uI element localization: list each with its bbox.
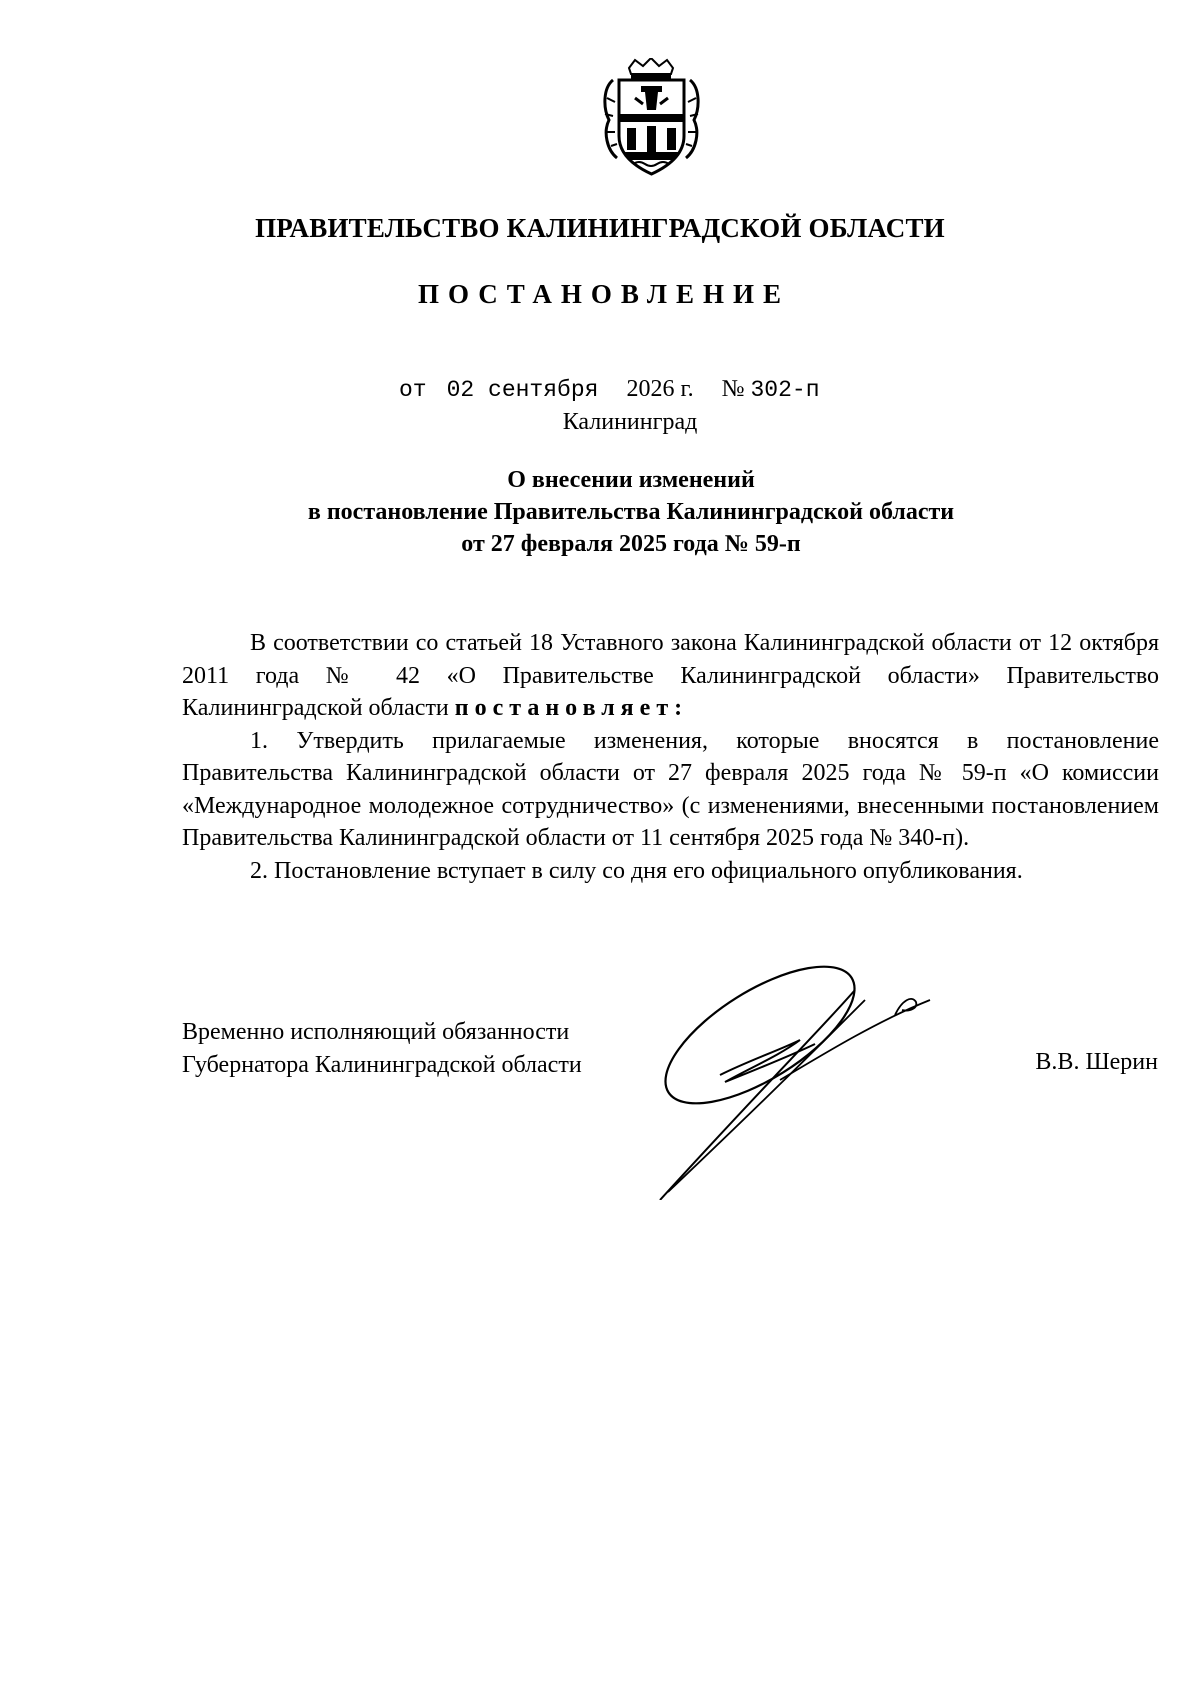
preamble-paragraph xyxy=(182,627,1159,725)
signature-icon xyxy=(640,960,940,1200)
signer-position-line-1: Временно исполняющий обязанности xyxy=(182,1019,570,1045)
signer-position-line-2: Губернатора Калининградской области xyxy=(182,1051,582,1078)
document-subject xyxy=(0,464,1200,560)
date-year: 2026 г. xyxy=(626,376,694,402)
document-body xyxy=(182,627,1159,887)
subject-line-1: О внесении изменений xyxy=(507,467,755,493)
registration-line xyxy=(399,376,820,403)
coat-of-arms-icon xyxy=(599,58,704,176)
document-number: 302-п xyxy=(750,377,820,403)
preamble-text: В соответствии со статьей 18 Уставного закона Калининградской области от 12 октября 2011 года № 42 «О Правительстве Калининградской области» Правительство Калининградской области xyxy=(182,630,1159,721)
date-day-month: 02 сентября xyxy=(446,377,599,403)
city-name: Калининград xyxy=(562,409,698,435)
subject-line-3: от 27 февраля 2025 года № 59-п xyxy=(461,531,801,557)
signer-position xyxy=(182,1016,582,1081)
subject-line-2: в постановление Правительства Калининградской области xyxy=(307,499,955,525)
government-title: ПРАВИТЕЛЬСТВО КАЛИНИНГРАДСКОЙ ОБЛАСТИ xyxy=(255,213,945,243)
resolves-word: постановляет: xyxy=(454,695,689,721)
number-sign: № xyxy=(721,376,745,402)
signer-name: В.В. Шерин xyxy=(1035,1049,1158,1075)
date-prefix: от xyxy=(399,377,427,403)
item-1-paragraph: 1. Утвердить прилагаемые изменения, которые вносятся в постановление Правительства Калининградской области от 27 февраля 2025 года № 59-п «О комиссии «Международное молодежное сотрудничество» (с изменениями, внесенными постановлением Правительства Калининградской области от 11 сентября 2025 года № 340-п). xyxy=(182,727,1159,851)
document-type: ПОСТАНОВЛЕНИЕ xyxy=(417,279,791,309)
item-2-paragraph: 2. Постановление вступает в силу со дня его официального опубликования. xyxy=(250,857,1023,884)
